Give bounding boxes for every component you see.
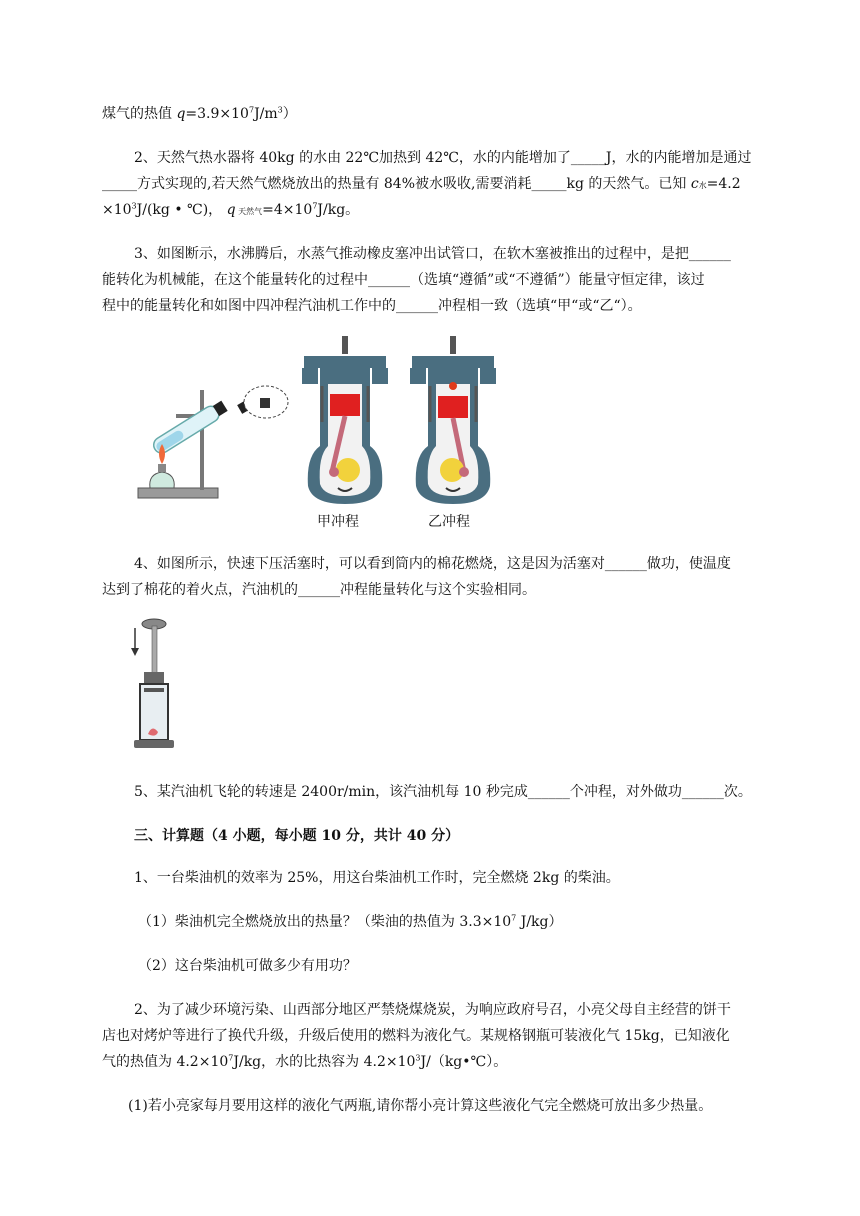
engine-stroke-a [302, 336, 388, 504]
calc-1-sub-2: （2）这台柴油机可做多少有用功？ [138, 958, 357, 974]
question-2-line-2: _____方式实现的,若天然气燃烧放出的热量有 84%被水吸收,需要消耗_____kg 的天然气。已知 c水=4.2 [102, 176, 741, 192]
question-3-line-2: 能转化为机械能，在这个能量转化的过程中______（选填“遵循”或“不遵循”）能量守恒定律，该过 [102, 272, 705, 288]
section-heading: 三、计算题（4 小题，每小题 10 分，共计 40 分） [134, 828, 460, 844]
calc-2-line-3: 气的热值为 $4.2\times 10^7J/kg$，水的比热容为 $4.2\times 10^3J/(kg•℃)$。 [102, 1053, 508, 1070]
engine-strokes-figure [136, 336, 496, 536]
engine-stroke-b [410, 336, 496, 504]
figure-caption-b: 乙冲程 [428, 514, 470, 530]
text-line: 煤气的热值 $q=3.9\times 10^7J/m^3$） [102, 105, 297, 122]
question-3-line-1: 3、如图断示，水沸腾后，水蒸气推动橡皮塞冲出试管口，在软木塞被推出的过程中，是把______ [134, 246, 731, 262]
question-5: 5、某汽油机飞轮的转速是 2400r/min，该汽油机每 10 秒完成______个冲程，对外做功______次。 [134, 784, 752, 800]
calc-2-sub-1: (1)若小亮家每月要用这样的液化气两瓶,请你帮小亮计算这些液化气完全燃烧可放出多少热量。 [128, 1098, 713, 1114]
calc-1-sub-1: （1）柴油机完全燃烧放出的热量？（柴油的热值为 $3.3\times 10^7$ J/kg） [138, 913, 563, 930]
question-2-line-3: $\times 10^3J/(kg$ • ℃)， q 天然气$=4\times 10^7J/kg$。 [102, 201, 360, 218]
question-4-line-2: 达到了棉花的着火点，汽油机的______冲程能量转化与这个实验相同。 [102, 582, 536, 598]
figure-caption-a: 甲冲程 [317, 514, 359, 530]
piston-compression-figure [126, 616, 186, 758]
calc-1-line-1: 1、一台柴油机的效率为 25%，用这台柴油机工作时，完全燃烧 2kg 的柴油。 [134, 870, 620, 886]
test-tube-apparatus [138, 386, 288, 498]
calc-2-line-1: 2、为了减少环境污染、山西部分地区严禁烧煤烧炭，为响应政府号召，小亮父母自主经营的饼干 [134, 1002, 731, 1018]
question-3-line-3: 程中的能量转化和如图中四冲程汽油机工作中的______冲程相一致（选填“甲“或“乙“）。 [102, 298, 642, 314]
question-4-line-1: 4、如图所示，快速下压活塞时，可以看到筒内的棉花燃烧，这是因为活塞对______做功，使温度 [134, 556, 731, 572]
calc-2-line-2: 店也对烤炉等进行了换代升级，升级后使用的燃料为液化气。某规格钢瓶可装液化气 15kg，已知液化 [102, 1028, 730, 1044]
question-2-line-1: 2、天然气热水器将 40kg 的水由 22℃加热到 42℃，水的内能增加了_____J，水的内能增加是通过 [134, 150, 752, 166]
